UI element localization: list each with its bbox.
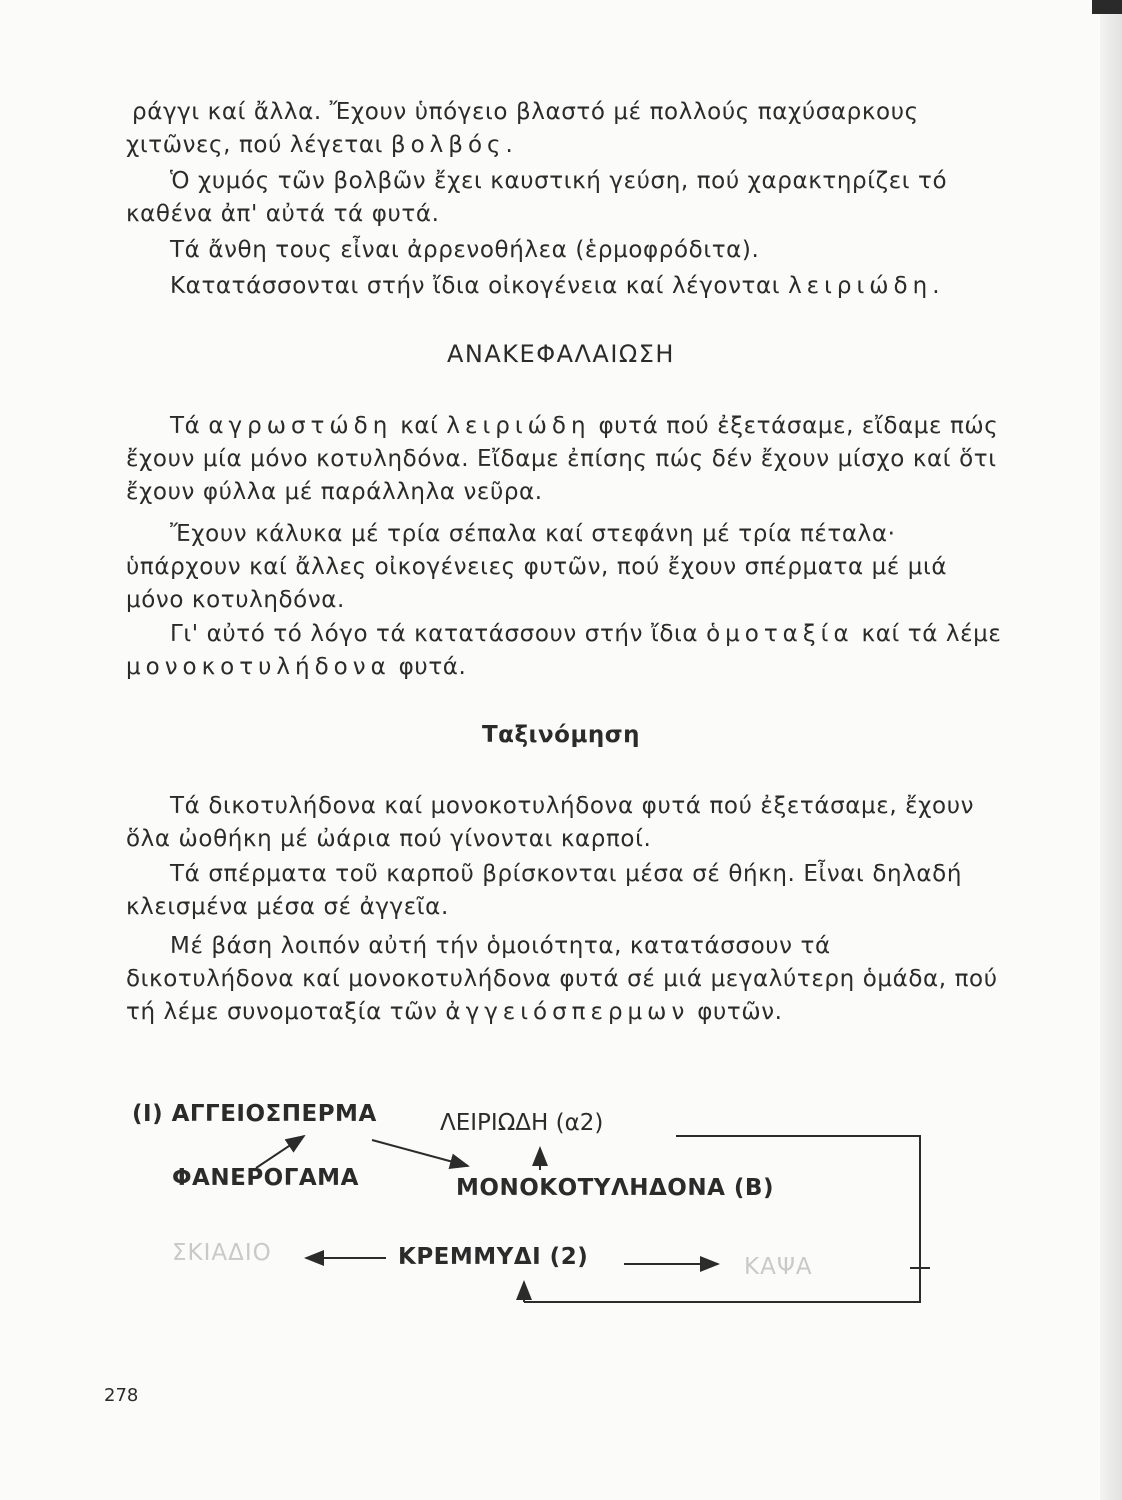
node-monokotylidona: ΜΟΝΟΚΟΤΥΛΗΔΟΝΑ (Β) [456, 1175, 774, 1201]
connector-line [524, 1136, 920, 1302]
intro-text: ράγγι καί ἄλλα. Ἔχουν ὑπόγειο βλαστό μέ πολλούς παχύσαρκους χιτῶνες, πού λέγεται [126, 99, 919, 158]
classification-text: φυτῶν. [689, 999, 783, 1025]
summary-text: φυτά πού ἐξετάσαμε, εἴδαμε πώς ἔχουν μία μόνο κοτυληδόνα. Εἴδαμε ἐπίσης πώς δέν ἔχουν μίσχο καί ὅτι ἔχουν φύλλα μέ παράλληλα νεῦρα. [126, 413, 999, 505]
arrow-faneroga-to-angeio [256, 1136, 304, 1168]
node-kapsa: ΚΑΨΑ [744, 1254, 813, 1280]
summary-text: καί [392, 413, 447, 439]
summary-text: καί τά λέμε [853, 621, 1002, 647]
node-faneroga: ΦΑΝΕΡΟΓΑΜΑ [172, 1165, 359, 1191]
node-angeiosperma: (I) ΑΓΓΕΙΟΣΠΕΡΜΑ [132, 1101, 377, 1127]
node-kremmydi: ΚΡΕΜΜΥΔΙ (2) [398, 1244, 589, 1270]
classification-paragraph-1: Τά δικοτυλήδονα καί μονοκοτυλήδονα φυτά πού ἐξετάσαμε, ἔχουν ὅλα ὠοθήκη μέ ὠάρια πού γίνονται καρποί. [126, 793, 975, 852]
term-omotaxia: ὁμοταξία [706, 621, 854, 647]
classification-paragraph-2: Τά σπέρματα τοῦ καρποῦ βρίσκονται μέσα σέ θήκη. Εἶναι δηλαδή κλεισμένα μέσα σέ ἀγγεῖα. [126, 861, 963, 920]
intro-text: Ὁ χυμός τῶν βολβῶν ἔχει καυστική γεύση, πού χαρακτηρίζει τό καθένα ἀπ' αὐτά τά φυτά. [126, 168, 948, 227]
intro-text: Τά ἄνθη τους εἶναι ἀρρενοθήλεα (ἑρμοφρόδιτα). [170, 237, 760, 263]
summary-paragraph-2: Ἔχουν κάλυκα μέ τρία σέπαλα καί στεφάνη μέ τρία πέταλα· ὑπάρχουν καί ἄλλες οἰκογένειες φυτῶν, πού ἔχουν σπέρματα μέ μιά μόνο κοτυληδόνα. [126, 521, 948, 613]
term-angeiospermon: ἀγγειόσπερμων [445, 999, 690, 1025]
classification-heading: Ταξινόμηση [481, 722, 641, 748]
term-agrostodi: αγρωστώδη [208, 413, 393, 439]
intro-punct: . [505, 132, 514, 158]
node-leiriodi: ΛΕΙΡΙΩΔΗ (α2) [440, 1110, 604, 1136]
term-leiriodi: λειριώδη [446, 413, 591, 439]
term-leiriodi: λειριώδη [788, 273, 933, 299]
node-skiadio: ΣΚΙΑΔΙΟ [172, 1240, 272, 1266]
summary-text: Γι' αὐτό τό λόγο τά κατατάσσουν στήν ἴδια [170, 621, 707, 647]
intro-text: Κατατάσσονται στήν ἴδια οἰκογένεια καί λέγονται [170, 273, 789, 299]
summary-text: Τά [170, 413, 209, 439]
classification-text: Μέ βάση λοιπόν αὐτή τήν ὁμοιότητα, κατατάσσουν τά δικοτυλήδονα καί μονοκοτυλήδονα φυτά σέ μιά μεγαλύτερη ὁμάδα, πού τή λέμε συνομοταξία τῶν [126, 933, 998, 1025]
summary-heading: ΑΝΑΚΕΦΑΛΑΙΩΣΗ [447, 340, 675, 368]
arrow-angeio-to-monokot [372, 1140, 468, 1166]
term-volvos: βολβός [390, 132, 506, 158]
summary-text: φυτά. [390, 654, 467, 680]
term-monokotylidona: μονοκοτυλήδονα [126, 654, 391, 680]
intro-punct: . [932, 273, 941, 299]
page-number: 278 [104, 1385, 139, 1406]
